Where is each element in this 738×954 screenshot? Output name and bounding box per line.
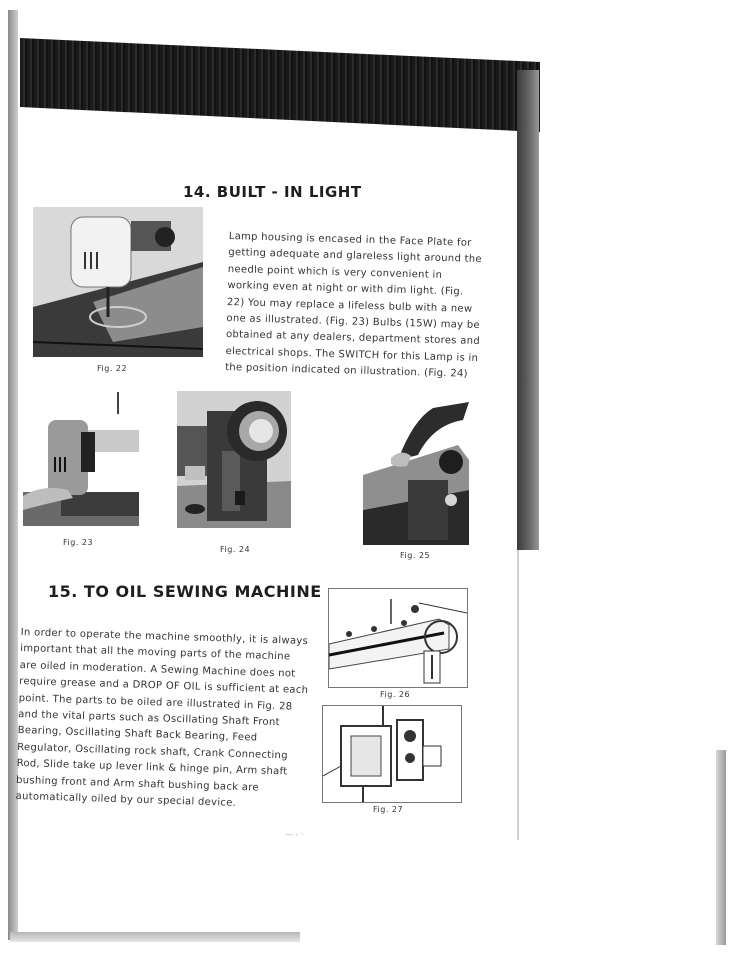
figure-26-caption: Fig. 26 [380,690,411,699]
section-15-paragraph: In order to operate the machine smoothly, it is always important that all the moving parts of the machine are oiled in moderation. A Sewing Machine does not require grease and a DROP OF OIL is sufficient at each point. The parts to be oiled are illustrated in Fig. 28 and the vital parts such as Oscillating Shaft Front Bearing, Oscillating Shaft Back Bearing, Feed Regulator, Oscillating rock shaft, Crank Connecting Rod, Slide take up lever link & hinge pin, Arm shaft bushing front and Arm shaft bushing back are automatically oiled by our special device. [15,626,309,809]
page-header-band [20,32,540,132]
scan-right-edge [716,750,726,945]
figure-22-caption: Fig. 22 [97,364,128,373]
figure-23-caption: Fig. 23 [63,538,94,547]
figure-23-image [23,392,139,526]
scan-bottom-shadow [10,932,300,942]
figure-24-image [177,391,291,528]
figure-26-image [328,588,468,688]
scan-smudge: — - · [285,830,304,839]
figure-27-caption: Fig. 27 [373,805,404,814]
figure-27-image [322,705,462,803]
figure-24-caption: Fig. 24 [220,545,251,554]
figure-25-caption: Fig. 25 [400,551,431,560]
figure-25-image [363,400,469,545]
section-15-heading: 15. TO OIL SEWING MACHINE [48,582,322,601]
page-spine-line [517,550,519,840]
page-spine-shadow [517,70,539,550]
section-14-heading: 14. BUILT - IN LIGHT [183,183,362,201]
section-14-paragraph: Lamp housing is encased in the Face Plate for getting adequate and glareless light around the needle point which is very convenient in working even at night or with dim light. (Fig. 22) You may replace a lifeless bulb with a new one as illustrated. (Fig. 23) Bulbs (15W) may be obtained at any dealers, department stores and electrical shops. The SWITCH for this Lamp is in the position indicated on illustration. (Fig. 24) [224,230,483,380]
figure-22-image [33,207,203,357]
